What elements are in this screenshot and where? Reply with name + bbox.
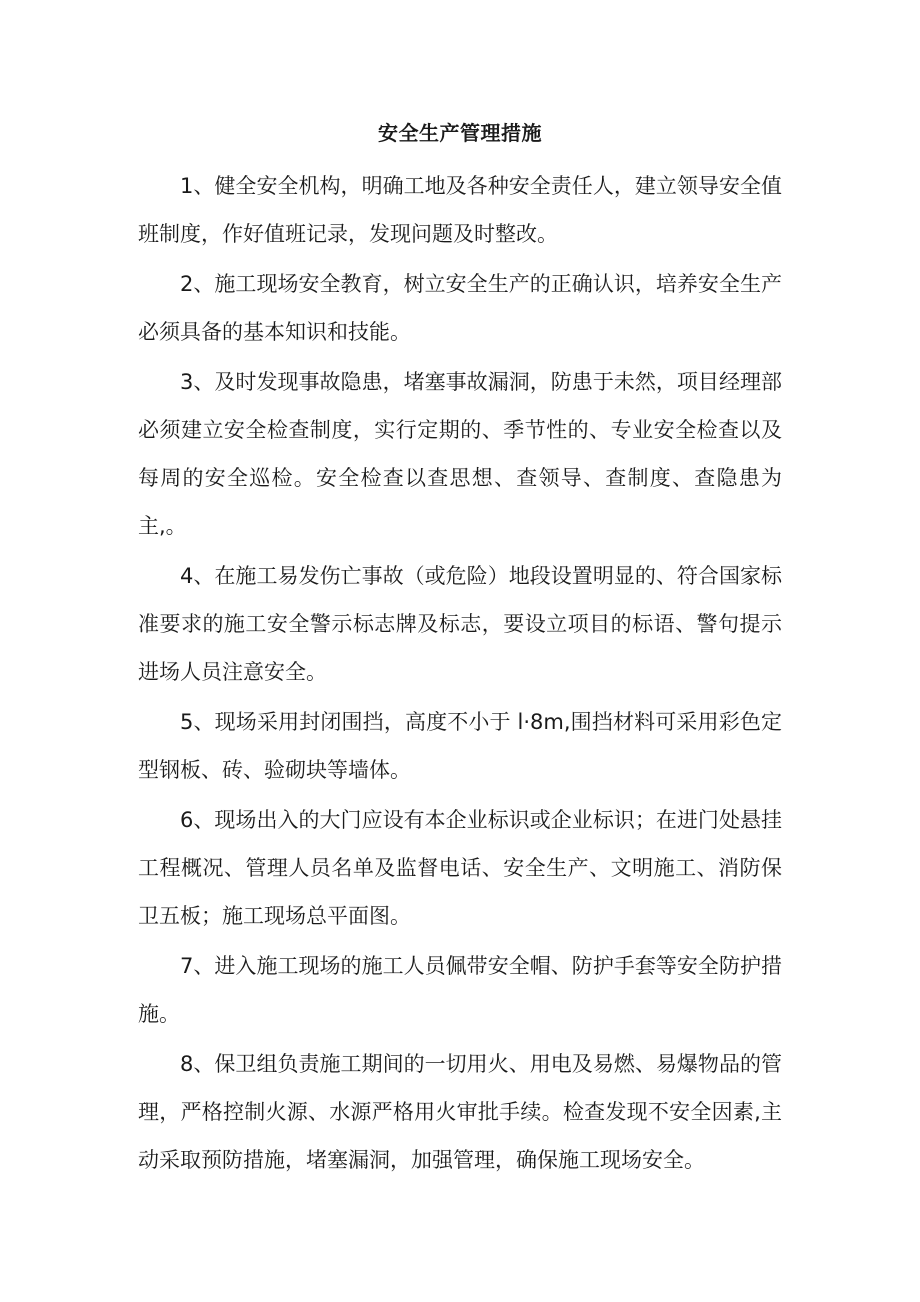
paragraph-5: 5、现场采用封闭围挡，高度不小于 l·8m,围挡材料可采用彩色定型钢板、砖、验砌块等墙体。 [138,710,782,782]
document-title: 安全生产管理措施 [378,121,542,145]
paragraph-2: 2、施工现场安全教育，树立安全生产的正确认识，培养安全生产必须具备的基本知识和技能。 [138,272,782,344]
paragraph-8: 8、保卫组负责施工期间的一切用火、用电及易燃、易爆物品的管理，严格控制火源、水源严格用火审批手续。检查发现不安全因素,主动采取预防措施，堵塞漏洞，加强管理，确保施工现场安全。 [138,1052,782,1172]
paragraph-4: 4、在施工易发伤亡事故（或危险）地段设置明显的、符合国家标准要求的施工安全警示标志牌及标志，要设立项目的标语、警句提示进场人员注意安全。 [138,564,782,684]
paragraph-7: 7、进入施工现场的施工人员佩带安全帽、防护手套等安全防护措施。 [138,954,782,1026]
paragraph-3: 3、及时发现事故隐患，堵塞事故漏洞，防患于未然，项目经理部必须建立安全检查制度，实行定期的、季节性的、专业安全检查以及每周的安全巡检。安全检查以查思想、查领导、查制度、查隐患为主,。 [138,370,782,538]
paragraph-6: 6、现场出入的大门应设有本企业标识或企业标识；在进门处悬挂工程概况、管理人员名单及监督电话、安全生产、文明施工、消防保卫五板；施工现场总平面图。 [138,808,782,928]
paragraph-1: 1、健全安全机构，明确工地及各种安全责任人，建立领导安全值班制度，作好值班记录，发现问题及时整改。 [138,174,782,246]
